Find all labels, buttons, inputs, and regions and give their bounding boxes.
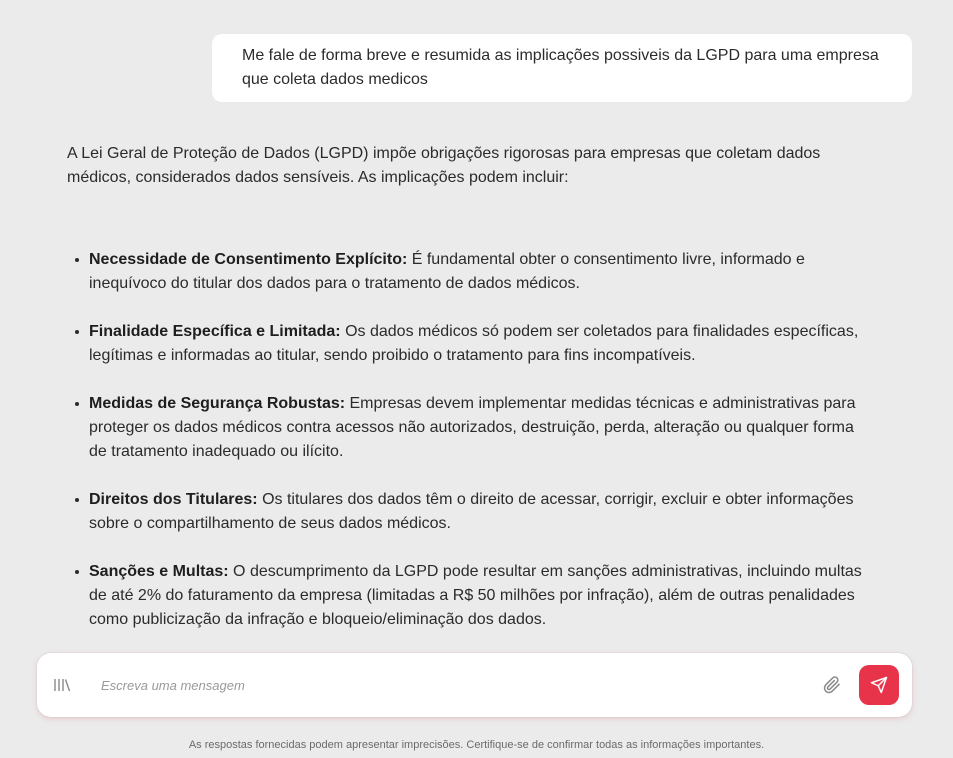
- assistant-message: [67, 142, 887, 628]
- bullet-icon: [75, 402, 79, 406]
- list-item-text: O descumprimento da LGPD pode resultar em sanções administrativas, incluindo multas de até 2% do faturamento da empresa (limitadas a R$ 50 milhões por infração), além de outras penalidades como publicização da infração e bloqueio/eliminação dos dados.: [89, 563, 862, 628]
- user-message-bubble: [212, 34, 912, 102]
- bullet-icon: [75, 258, 79, 262]
- paperclip-icon[interactable]: [822, 675, 842, 695]
- library-icon[interactable]: [53, 677, 71, 693]
- message-composer: [37, 653, 912, 717]
- list-item-text: Os dados médicos só podem ser coletados para finalidades específicas, legítimas e informadas ao titular, sendo proibido o tratamento para fins incompatíveis.: [89, 323, 859, 364]
- list-item-text: Os titulares dos dados têm o direito de acessar, corrigir, excluir e obter informações sobre o compartilhamento de seus dados médicos.: [89, 491, 854, 532]
- implications-list: [67, 248, 867, 656]
- send-icon: [870, 676, 888, 694]
- list-item-title: Finalidade Específica e Limitada:: [89, 323, 341, 340]
- message-input[interactable]: [101, 671, 801, 699]
- list-item: [67, 320, 867, 368]
- list-item-title: Direitos dos Titulares:: [89, 491, 258, 508]
- bullet-icon: [75, 570, 79, 574]
- user-message-text: Me fale de forma breve e resumida as implicações possiveis da LGPD para uma empresa que coleta dados medicos: [242, 47, 879, 88]
- disclaimer-text: As respostas fornecidas podem apresentar imprecisões. Certifique-se de confirmar todas as informações importantes.: [188, 739, 765, 751]
- bullet-icon: [75, 330, 79, 334]
- assistant-intro: A Lei Geral de Proteção de Dados (LGPD) impõe obrigações rigorosas para empresas que coletam dados médicos, considerados dados sensíveis. As implicações podem incluir:: [67, 145, 821, 186]
- list-item: [67, 392, 867, 464]
- list-item-text: É fundamental obter o consentimento livre, informado e inequívoco do titular dos dados para o tratamento de dados médicos.: [89, 251, 805, 292]
- list-item-text: Empresas devem implementar medidas técnicas e administrativas para proteger os dados médicos contra acessos não autorizados, destruição, perda, alteração ou qualquer forma de tratamento inadequado ou ilícito.: [89, 395, 856, 460]
- list-item: [67, 248, 867, 296]
- send-button[interactable]: [859, 665, 899, 705]
- list-item-title: Necessidade de Consentimento Explícito:: [89, 251, 408, 268]
- list-item: [67, 560, 867, 632]
- list-item-title: Sanções e Multas:: [89, 563, 229, 580]
- list-item: [67, 488, 867, 536]
- bullet-icon: [75, 498, 79, 502]
- list-item-title: Medidas de Segurança Robustas:: [89, 395, 346, 412]
